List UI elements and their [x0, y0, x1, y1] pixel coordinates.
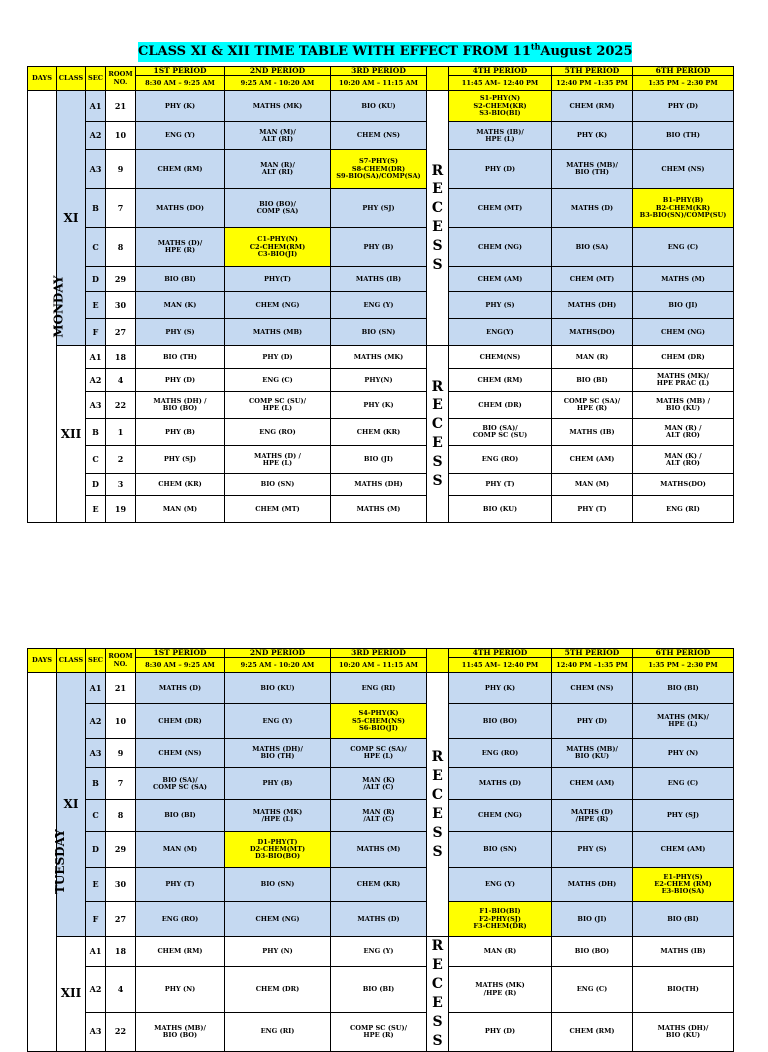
- period-cell: MATHS(DO): [633, 474, 734, 496]
- period-cell: MATHS (DH)/ BIO (TH): [225, 739, 331, 768]
- room-cell: 19: [106, 496, 136, 523]
- header-days: DAYS: [28, 649, 57, 673]
- period-cell: PHY(T): [225, 267, 331, 292]
- period-cell: MAN (K) /ALT (C): [331, 768, 427, 800]
- table-row: [28, 739, 734, 768]
- period-cell: MATHS (D) /HPE (R): [552, 800, 633, 832]
- section-cell: B: [86, 419, 106, 446]
- period-cell: CHEM (NG): [449, 228, 552, 267]
- class-label: XI: [57, 673, 86, 937]
- room-cell: 29: [106, 832, 136, 868]
- period-cell: MATHS (DH): [552, 868, 633, 902]
- period-cell: CHEM (KR): [331, 419, 427, 446]
- period-cell: MATHS (IB): [633, 937, 734, 967]
- recess-label: R E C E S S: [427, 346, 449, 523]
- period-cell: BIO (SA)/ COMP SC (SU): [449, 419, 552, 446]
- period-cell: BIO (TH): [136, 346, 225, 369]
- period-cell: ENG (Y): [136, 122, 225, 150]
- period-cell: PHY (T): [552, 496, 633, 523]
- table-row: [28, 800, 734, 832]
- table-row: [28, 937, 734, 967]
- room-cell: 8: [106, 228, 136, 267]
- period-cell: MATHS(DO): [552, 319, 633, 346]
- section-cell: A3: [86, 1013, 106, 1052]
- section-cell: A3: [86, 392, 106, 419]
- header-period-3: 3RD PERIOD: [331, 649, 427, 658]
- room-cell: 21: [106, 91, 136, 122]
- period-cell: D1-PHY(T) D2-CHEM(MT) D3-BIO(BO): [225, 832, 331, 868]
- period-cell: BIO (JI): [331, 446, 427, 474]
- period-cell: MATHS (M): [331, 832, 427, 868]
- period-cell: CHEM (RM): [449, 369, 552, 392]
- header-period-6: 6TH PERIOD: [633, 649, 734, 658]
- room-cell: 4: [106, 369, 136, 392]
- period-cell: ENG (C): [552, 967, 633, 1013]
- period-cell: MATHS (MK): [225, 91, 331, 122]
- room-cell: 22: [106, 392, 136, 419]
- room-cell: 9: [106, 739, 136, 768]
- period-cell: CHEM (NS): [633, 150, 734, 189]
- period-cell: CHEM(NS): [449, 346, 552, 369]
- period-cell: PHY (D): [136, 369, 225, 392]
- period-cell: PHY (D): [449, 1013, 552, 1052]
- period-cell: CHEM (AM): [633, 832, 734, 868]
- section-cell: A3: [86, 739, 106, 768]
- period-cell: MATHS (MB)/ BIO (TH): [552, 150, 633, 189]
- room-cell: 29: [106, 267, 136, 292]
- period-cell: MAN (M): [552, 474, 633, 496]
- period-cell: PHY (N): [633, 739, 734, 768]
- period-cell: BIO (SN): [225, 474, 331, 496]
- header-time-1: 8:30 AM – 9:25 AM: [136, 76, 225, 91]
- room-cell: 9: [106, 150, 136, 189]
- period-cell: MAN (R): [552, 346, 633, 369]
- period-cell: PHY (K): [449, 673, 552, 704]
- room-cell: 8: [106, 800, 136, 832]
- period-cell: MATHS (DH)/ BIO (KU): [633, 1013, 734, 1052]
- period-cell: MATHS (IB)/ HPE (L): [449, 122, 552, 150]
- period-cell: MATHS (M): [633, 267, 734, 292]
- period-cell: BIO (JI): [552, 902, 633, 937]
- period-cell: CHEM (NG): [633, 319, 734, 346]
- period-cell: MATHS (IB): [331, 267, 427, 292]
- period-cell: PHY (S): [449, 292, 552, 319]
- period-cell: MATHS (D): [552, 189, 633, 228]
- period-cell: CHEM (MT): [449, 189, 552, 228]
- header-days: DAYS: [28, 67, 57, 91]
- section-cell: A2: [86, 704, 106, 739]
- period-cell: CHEM (NS): [136, 739, 225, 768]
- period-cell: PHY (SJ): [331, 189, 427, 228]
- period-cell: BIO (SN): [449, 832, 552, 868]
- room-cell: 3: [106, 474, 136, 496]
- table-row: [28, 189, 734, 228]
- section-cell: C: [86, 446, 106, 474]
- header-period-4: 4TH PERIOD: [449, 649, 552, 658]
- day-label: [28, 91, 66, 523]
- period-cell: BIO (BI): [633, 902, 734, 937]
- period-cell: CHEM (MT): [225, 496, 331, 523]
- period-cell: CHEM (AM): [449, 267, 552, 292]
- header-time-4: 11:45 AM– 12:40 PM: [449, 658, 552, 673]
- period-cell: CHEM (NG): [225, 902, 331, 937]
- section-cell: E: [86, 496, 106, 523]
- room-cell: 18: [106, 937, 136, 967]
- period-cell: BIO (JI): [633, 292, 734, 319]
- timetable-monday: [27, 66, 734, 523]
- table-row: [28, 868, 734, 902]
- period-cell: BIO (SA)/ COMP SC (SA): [136, 768, 225, 800]
- header-time-4: 11:45 AM– 12:40 PM: [449, 76, 552, 91]
- period-cell: MAN (R) /ALT (C): [331, 800, 427, 832]
- room-cell: 27: [106, 902, 136, 937]
- period-cell: ENG (Y): [449, 868, 552, 902]
- period-cell: MATHS (MB)/ BIO (KU): [552, 739, 633, 768]
- period-cell: MATHS (M): [331, 496, 427, 523]
- table-row: [28, 704, 734, 739]
- period-cell: BIO (SN): [331, 319, 427, 346]
- period-cell: MAN (R) / ALT (RO): [633, 419, 734, 446]
- section-cell: A3: [86, 150, 106, 189]
- period-cell: ENG (Y): [331, 937, 427, 967]
- section-cell: A2: [86, 967, 106, 1013]
- header-period-1: 1ST PERIOD: [136, 649, 225, 658]
- recess-label: R E C E S S: [427, 937, 449, 1051]
- period-cell: MATHS (DH): [331, 474, 427, 496]
- recess-label: R E C E S S: [427, 673, 449, 937]
- class-label: XII: [57, 937, 86, 1051]
- period-cell: BIO(TH): [633, 967, 734, 1013]
- table-row: [28, 319, 734, 346]
- table-row: [28, 1013, 734, 1052]
- period-cell: CHEM (AM): [552, 446, 633, 474]
- section-cell: C: [86, 228, 106, 267]
- section-cell: E: [86, 868, 106, 902]
- period-cell: BIO (KU): [331, 91, 427, 122]
- period-cell: PHY (T): [449, 474, 552, 496]
- period-cell: MAN (K) / ALT (RO): [633, 446, 734, 474]
- period-cell: BIO (BI): [331, 967, 427, 1013]
- period-cell: MATHS (MB) / BIO (KU): [633, 392, 734, 419]
- period-cell: MAN (M): [136, 832, 225, 868]
- period-cell: BIO (BI): [136, 267, 225, 292]
- period-cell: MATHS (MK)/ HPE (L): [633, 704, 734, 739]
- room-cell: 27: [106, 319, 136, 346]
- period-cell: ENG (RO): [449, 739, 552, 768]
- period-cell: MATHS (D): [136, 673, 225, 704]
- period-cell: ENG (RO): [225, 419, 331, 446]
- period-cell: PHY (N): [225, 937, 331, 967]
- period-cell: MATHS (MK)/ HPE PRAC (L): [633, 369, 734, 392]
- period-cell: CHEM (AM): [552, 768, 633, 800]
- day-label: [28, 673, 67, 1051]
- period-cell: CHEM (RM): [136, 150, 225, 189]
- table-row: [28, 496, 734, 523]
- table-row: [28, 150, 734, 189]
- period-cell: PHY (B): [331, 228, 427, 267]
- period-cell: COMP SC (SA)/ HPE (R): [552, 392, 633, 419]
- header-time-5: 12:40 PM –1:35 PM: [552, 658, 633, 673]
- section-cell: E: [86, 292, 106, 319]
- period-cell: PHY (S): [136, 319, 225, 346]
- period-cell: MATHS (MK): [331, 346, 427, 369]
- period-cell: ENG (C): [225, 369, 331, 392]
- period-cell: CHEM (DR): [449, 392, 552, 419]
- period-cell: CHEM (NG): [225, 292, 331, 319]
- period-cell: BIO (BO)/ COMP (SA): [225, 189, 331, 228]
- period-cell: MATHS (MK) /HPE (L): [225, 800, 331, 832]
- period-cell: E1-PHY(S) E2-CHEM (RM) E3-BIO(SA): [633, 868, 734, 902]
- table-row: [28, 967, 734, 1013]
- room-cell: 10: [106, 122, 136, 150]
- room-cell: 21: [106, 673, 136, 704]
- header-period-3: 3RD PERIOD: [331, 67, 427, 76]
- period-cell: CHEM (DR): [136, 704, 225, 739]
- header-class: CLASS: [57, 67, 86, 91]
- table-row: [28, 228, 734, 267]
- header-period-6: 6TH PERIOD: [633, 67, 734, 76]
- header-period-2: 2ND PERIOD: [225, 67, 331, 76]
- period-cell: COMP SC (SA)/ HPE (L): [331, 739, 427, 768]
- section-cell: A2: [86, 369, 106, 392]
- room-cell: 22: [106, 1013, 136, 1052]
- period-cell: MAN (R)/ ALT (RI): [225, 150, 331, 189]
- period-cell: BIO (BI): [136, 800, 225, 832]
- section-cell: A2: [86, 122, 106, 150]
- room-cell: 7: [106, 768, 136, 800]
- period-cell: PHY (D): [449, 150, 552, 189]
- day-name: MONDAY: [51, 275, 66, 338]
- period-cell: PHY (K): [552, 122, 633, 150]
- period-cell: PHY (D): [552, 704, 633, 739]
- period-cell: MATHS (DH): [552, 292, 633, 319]
- period-cell: BIO (BO): [449, 704, 552, 739]
- page-title: CLASS XI & XII TIME TABLE WITH EFFECT FROM 11thAugust 2025: [138, 42, 632, 62]
- period-cell: ENG (RI): [633, 496, 734, 523]
- period-cell: CHEM (KR): [331, 868, 427, 902]
- timetable-tuesday: [27, 648, 734, 1052]
- section-cell: A1: [86, 673, 106, 704]
- section-cell: B: [86, 189, 106, 228]
- period-cell: PHY (D): [225, 346, 331, 369]
- section-cell: C: [86, 800, 106, 832]
- period-cell: BIO (TH): [633, 122, 734, 150]
- period-cell: BIO (SA): [552, 228, 633, 267]
- header-time-2: 9:25 AM - 10:20 AM: [225, 76, 331, 91]
- table-row: [28, 346, 734, 369]
- period-cell: PHY (SJ): [633, 800, 734, 832]
- period-cell: MATHS (D)/ HPE (R): [136, 228, 225, 267]
- day-name: TUESDAY: [52, 829, 67, 895]
- section-cell: B: [86, 768, 106, 800]
- header-recess-col: [427, 649, 449, 673]
- section-cell: D: [86, 267, 106, 292]
- header-time-3: 10:20 AM – 11:15 AM: [331, 76, 427, 91]
- period-cell: MATHS (MB)/ BIO (BO): [136, 1013, 225, 1052]
- period-cell: ENG (C): [633, 768, 734, 800]
- period-cell: S7-PHY(S) S8-CHEM(DR) S9-BIO(SA)/COMP(SA): [331, 150, 427, 189]
- table-row: [28, 392, 734, 419]
- period-cell: MATHS (D) / HPE (L): [225, 446, 331, 474]
- section-cell: F: [86, 902, 106, 937]
- period-cell: PHY (SJ): [136, 446, 225, 474]
- period-cell: ENG (RI): [331, 673, 427, 704]
- section-cell: A1: [86, 937, 106, 967]
- period-cell: S4-PHY(K) S5-CHEM(NS) S6-BIO(JI): [331, 704, 427, 739]
- period-cell: BIO (KU): [225, 673, 331, 704]
- class-label: XII: [57, 346, 86, 523]
- period-cell: CHEM (RM): [136, 937, 225, 967]
- table-row: [28, 267, 734, 292]
- period-cell: MAN (M)/ ALT (RI): [225, 122, 331, 150]
- table-row: [28, 419, 734, 446]
- period-cell: CHEM (KR): [136, 474, 225, 496]
- header-class: CLASS: [57, 649, 86, 673]
- table-row: [28, 446, 734, 474]
- period-cell: PHY (D): [633, 91, 734, 122]
- header-time-2: 9:25 AM - 10:20 AM: [225, 658, 331, 673]
- table-row: [28, 122, 734, 150]
- recess-label: R E C E S S: [427, 91, 449, 346]
- period-cell: MATHS (MB): [225, 319, 331, 346]
- room-cell: 2: [106, 446, 136, 474]
- header-time-1: 8:30 AM – 9:25 AM: [136, 658, 225, 673]
- table-row: [28, 292, 734, 319]
- table-row: [28, 673, 734, 704]
- header-period-5: 5TH PERIOD: [552, 649, 633, 658]
- period-cell: MATHS (IB): [552, 419, 633, 446]
- period-cell: MAN (M): [136, 496, 225, 523]
- room-cell: 30: [106, 292, 136, 319]
- table-row: [28, 832, 734, 868]
- period-cell: ENG (RO): [449, 446, 552, 474]
- table-row: [28, 369, 734, 392]
- period-cell: CHEM (NG): [449, 800, 552, 832]
- period-cell: MATHS (DO): [136, 189, 225, 228]
- section-cell: D: [86, 832, 106, 868]
- section-cell: A1: [86, 346, 106, 369]
- header-time-3: 10:20 AM – 11:15 AM: [331, 658, 427, 673]
- section-cell: A1: [86, 91, 106, 122]
- room-cell: 10: [106, 704, 136, 739]
- period-cell: MAN (R): [449, 937, 552, 967]
- period-cell: PHY(N): [331, 369, 427, 392]
- period-cell: BIO (BO): [552, 937, 633, 967]
- table-row: [28, 902, 734, 937]
- period-cell: ENG (RI): [225, 1013, 331, 1052]
- period-cell: C1-PHY(N) C2-CHEM(RM) C3-BIO(JI): [225, 228, 331, 267]
- header-period-4: 4TH PERIOD: [449, 67, 552, 76]
- period-cell: B1-PHY(B) B2-CHEM(KR) B3-BIO(SN)/COMP(SU): [633, 189, 734, 228]
- period-cell: CHEM (MT): [552, 267, 633, 292]
- period-cell: ENG (C): [633, 228, 734, 267]
- table-row: [28, 91, 734, 122]
- period-cell: CHEM (DR): [225, 967, 331, 1013]
- period-cell: COMP SC (SU)/ HPE (R): [331, 1013, 427, 1052]
- header-sec: SEC: [86, 649, 106, 673]
- period-cell: F1-BIO(BI) F2-PHY(SJ) F3-CHEM(DR): [449, 902, 552, 937]
- period-cell: PHY (K): [331, 392, 427, 419]
- period-cell: ENG(Y): [449, 319, 552, 346]
- header-time-6: 1:35 PM – 2:30 PM: [633, 76, 734, 91]
- header-period-2: 2ND PERIOD: [225, 649, 331, 658]
- header-time-6: 1:35 PM – 2:30 PM: [633, 658, 734, 673]
- section-cell: F: [86, 319, 106, 346]
- table-row: [28, 474, 734, 496]
- header-period-1: 1ST PERIOD: [136, 67, 225, 76]
- period-cell: BIO (KU): [449, 496, 552, 523]
- room-cell: 30: [106, 868, 136, 902]
- class-label: XI: [57, 91, 86, 346]
- period-cell: PHY (S): [552, 832, 633, 868]
- period-cell: MATHS (D): [449, 768, 552, 800]
- period-cell: PHY (B): [136, 419, 225, 446]
- period-cell: CHEM (NS): [552, 673, 633, 704]
- room-cell: 7: [106, 189, 136, 228]
- room-cell: 1: [106, 419, 136, 446]
- period-cell: CHEM (RM): [552, 91, 633, 122]
- period-cell: COMP SC (SU)/ HPE (L): [225, 392, 331, 419]
- header-sec: SEC: [86, 67, 106, 91]
- period-cell: S1-PHY(N) S2-CHEM(KR) S3-BIO(BI): [449, 91, 552, 122]
- header-room: ROOM NO.: [106, 67, 136, 91]
- period-cell: PHY (K): [136, 91, 225, 122]
- period-cell: MATHS (D): [331, 902, 427, 937]
- period-cell: MATHS (MK) /HPE (R): [449, 967, 552, 1013]
- period-cell: PHY (T): [136, 868, 225, 902]
- period-cell: MATHS (DH) / BIO (BO): [136, 392, 225, 419]
- table-row: [28, 768, 734, 800]
- period-cell: ENG (Y): [331, 292, 427, 319]
- period-cell: BIO (BI): [633, 673, 734, 704]
- period-cell: ENG (Y): [225, 704, 331, 739]
- period-cell: CHEM (NS): [331, 122, 427, 150]
- room-cell: 18: [106, 346, 136, 369]
- period-cell: ENG (RO): [136, 902, 225, 937]
- period-cell: MAN (K): [136, 292, 225, 319]
- header-time-5: 12:40 PM –1:35 PM: [552, 76, 633, 91]
- section-cell: D: [86, 474, 106, 496]
- period-cell: BIO (BI): [552, 369, 633, 392]
- period-cell: PHY (N): [136, 967, 225, 1013]
- room-cell: 4: [106, 967, 136, 1013]
- period-cell: BIO (SN): [225, 868, 331, 902]
- header-room: ROOM NO.: [106, 649, 136, 673]
- period-cell: CHEM (RM): [552, 1013, 633, 1052]
- header-recess-col: [427, 67, 449, 91]
- period-cell: CHEM (DR): [633, 346, 734, 369]
- header-period-5: 5TH PERIOD: [552, 67, 633, 76]
- period-cell: PHY (B): [225, 768, 331, 800]
